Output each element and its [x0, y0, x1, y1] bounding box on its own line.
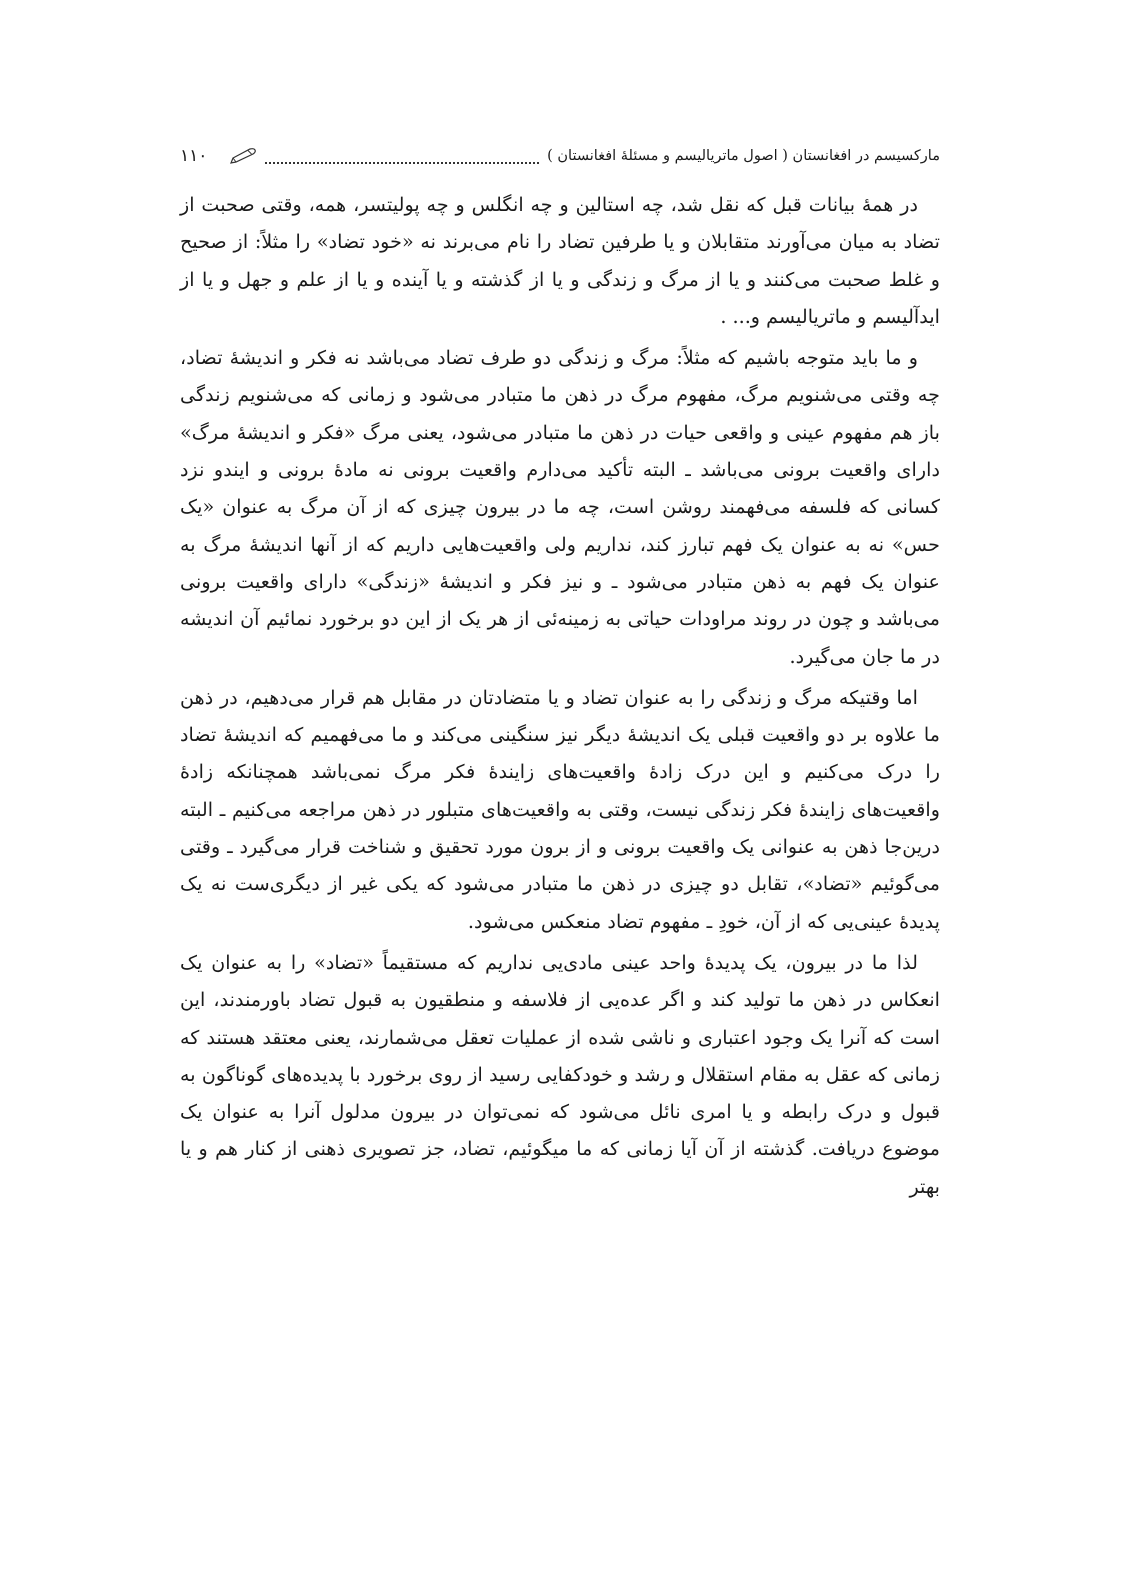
paragraph-1: در همهٔ بیانات قبل که نقل شد، چه استالین و چه انگلس و چه پولیتسر، همه، وقتی صحبت از تضاد به میان می‌آورند متقابلان و یا طرفین تضاد را نام می‌برند نه «خود تضاد» را مثلاً: از صحیح و غلط صحبت می‌کنند و یا از مرگ و زندگی و یا از گذشته و یا آینده و یا از علم و جهل و یا از ایدآلیسم و ماتریالیسم و... .	[180, 193, 940, 328]
page-number: ۱۱۰	[180, 146, 208, 166]
pen-icon	[229, 147, 257, 165]
body-text	[180, 186, 940, 1209]
paragraph-4: لذا ما در بیرون، یک پدیدهٔ واحد عینی مادی‌یی نداریم که مستقیماً «تضاد» را به عنوان یک انعکاس در ذهن ما تولید کند و اگر عده‌یی از فلاسفه و منطقیون به قبول تضاد باورمندند، این است که آنرا یک وجود اعتباری و ناشی شده از عملیات تعقل می‌شمارند، یعنی معتقد هستند که زمانی که عقل به مقام استقلال و رشد و خودکفایی رسید از روی برخورد با پدیده‌های گوناگون به قبول و درک رابطه و یا امری نائل می‌شود که نمی‌توان در بیرون مدلول آنرا به عنوان یک موضوع دریافت. گذشته از آن آیا زمانی که ما میگوئیم، تضاد، جز تصویری ذهنی از کنار هم و یا بهتر	[180, 950, 940, 1198]
leader-dots	[265, 148, 539, 164]
running-header	[180, 143, 940, 169]
running-title: مارکسیسم در افغانستان ( اصول ماتریالیسم و مسئلهٔ افغانستان )	[547, 148, 940, 164]
paragraph-3: اما وقتیکه مرگ و زندگی را به عنوان تضاد و یا متضادتان در مقابل هم قرار می‌دهیم، در ذهن ما علاوه بر دو واقعیت قبلی یک اندیشهٔ دیگر نیز سنگینی می‌کند و ما می‌فهمیم که اندیشهٔ تضاد را درک می‌کنیم و این درک زادهٔ واقعیت‌های زایندهٔ فکر مرگ نمی‌باشد همچنانکه زادهٔ واقعیت‌های زایندهٔ فکر زندگی نیست، وقتی به واقعیت‌های متبلور در ذهن مراجعه می‌کنیم ـ البته درین‌جا ذهن به عنوانی یک واقعیت برونی و از برون مورد تحقیق و شناخت قرار می‌گیرد ـ وقتی می‌گوئیم «تضاد»، تقابل دو چیزی در ذهن ما متبادر می‌شود که یکی غیر از دیگری‌ست نه یک پدیدهٔ عینی‌یی که از آن، خودِ ـ مفهوم تضاد منعکس می‌شود.	[180, 685, 940, 933]
paragraph-2: و ما باید متوجه باشیم که مثلاً: مرگ و زندگی دو طرف تضاد می‌باشد نه فکر و اندیشهٔ تضاد، چه وقتی می‌شنویم مرگ، مفهوم مرگ در ذهن ما متبادر می‌شود و زمانی که می‌شنویم زندگی باز هم مفهوم عینی و واقعی حیات در ذهن ما متبادر می‌شود، یعنی مرگ «فکر و اندیشهٔ مرگ» دارای واقعیت برونی می‌باشد ـ البته تأکید می‌دارم واقعیت برونی نه مادهٔ برونی و ایندو نزد کسانی که فلسفه می‌فهمند روشن است، چه ما در بیرون چیزی که از آن مرگ به عنوان «یک حس» نه به عنوان یک فهم تبارز کند، نداریم ولی واقعیت‌هایی داریم که از آنها اندیشهٔ مرگ به عنوان یک فهم به ذهن متبادر می‌شود ـ و نیز فکر و اندیشهٔ «زندگی» دارای واقعیت برونی می‌باشد و چون در روند مراودات حیاتی به زمینه‌ئی از هر یک از این دو برخورد نمائیم آن اندیشه در ما جان می‌گیرد.	[180, 346, 940, 668]
